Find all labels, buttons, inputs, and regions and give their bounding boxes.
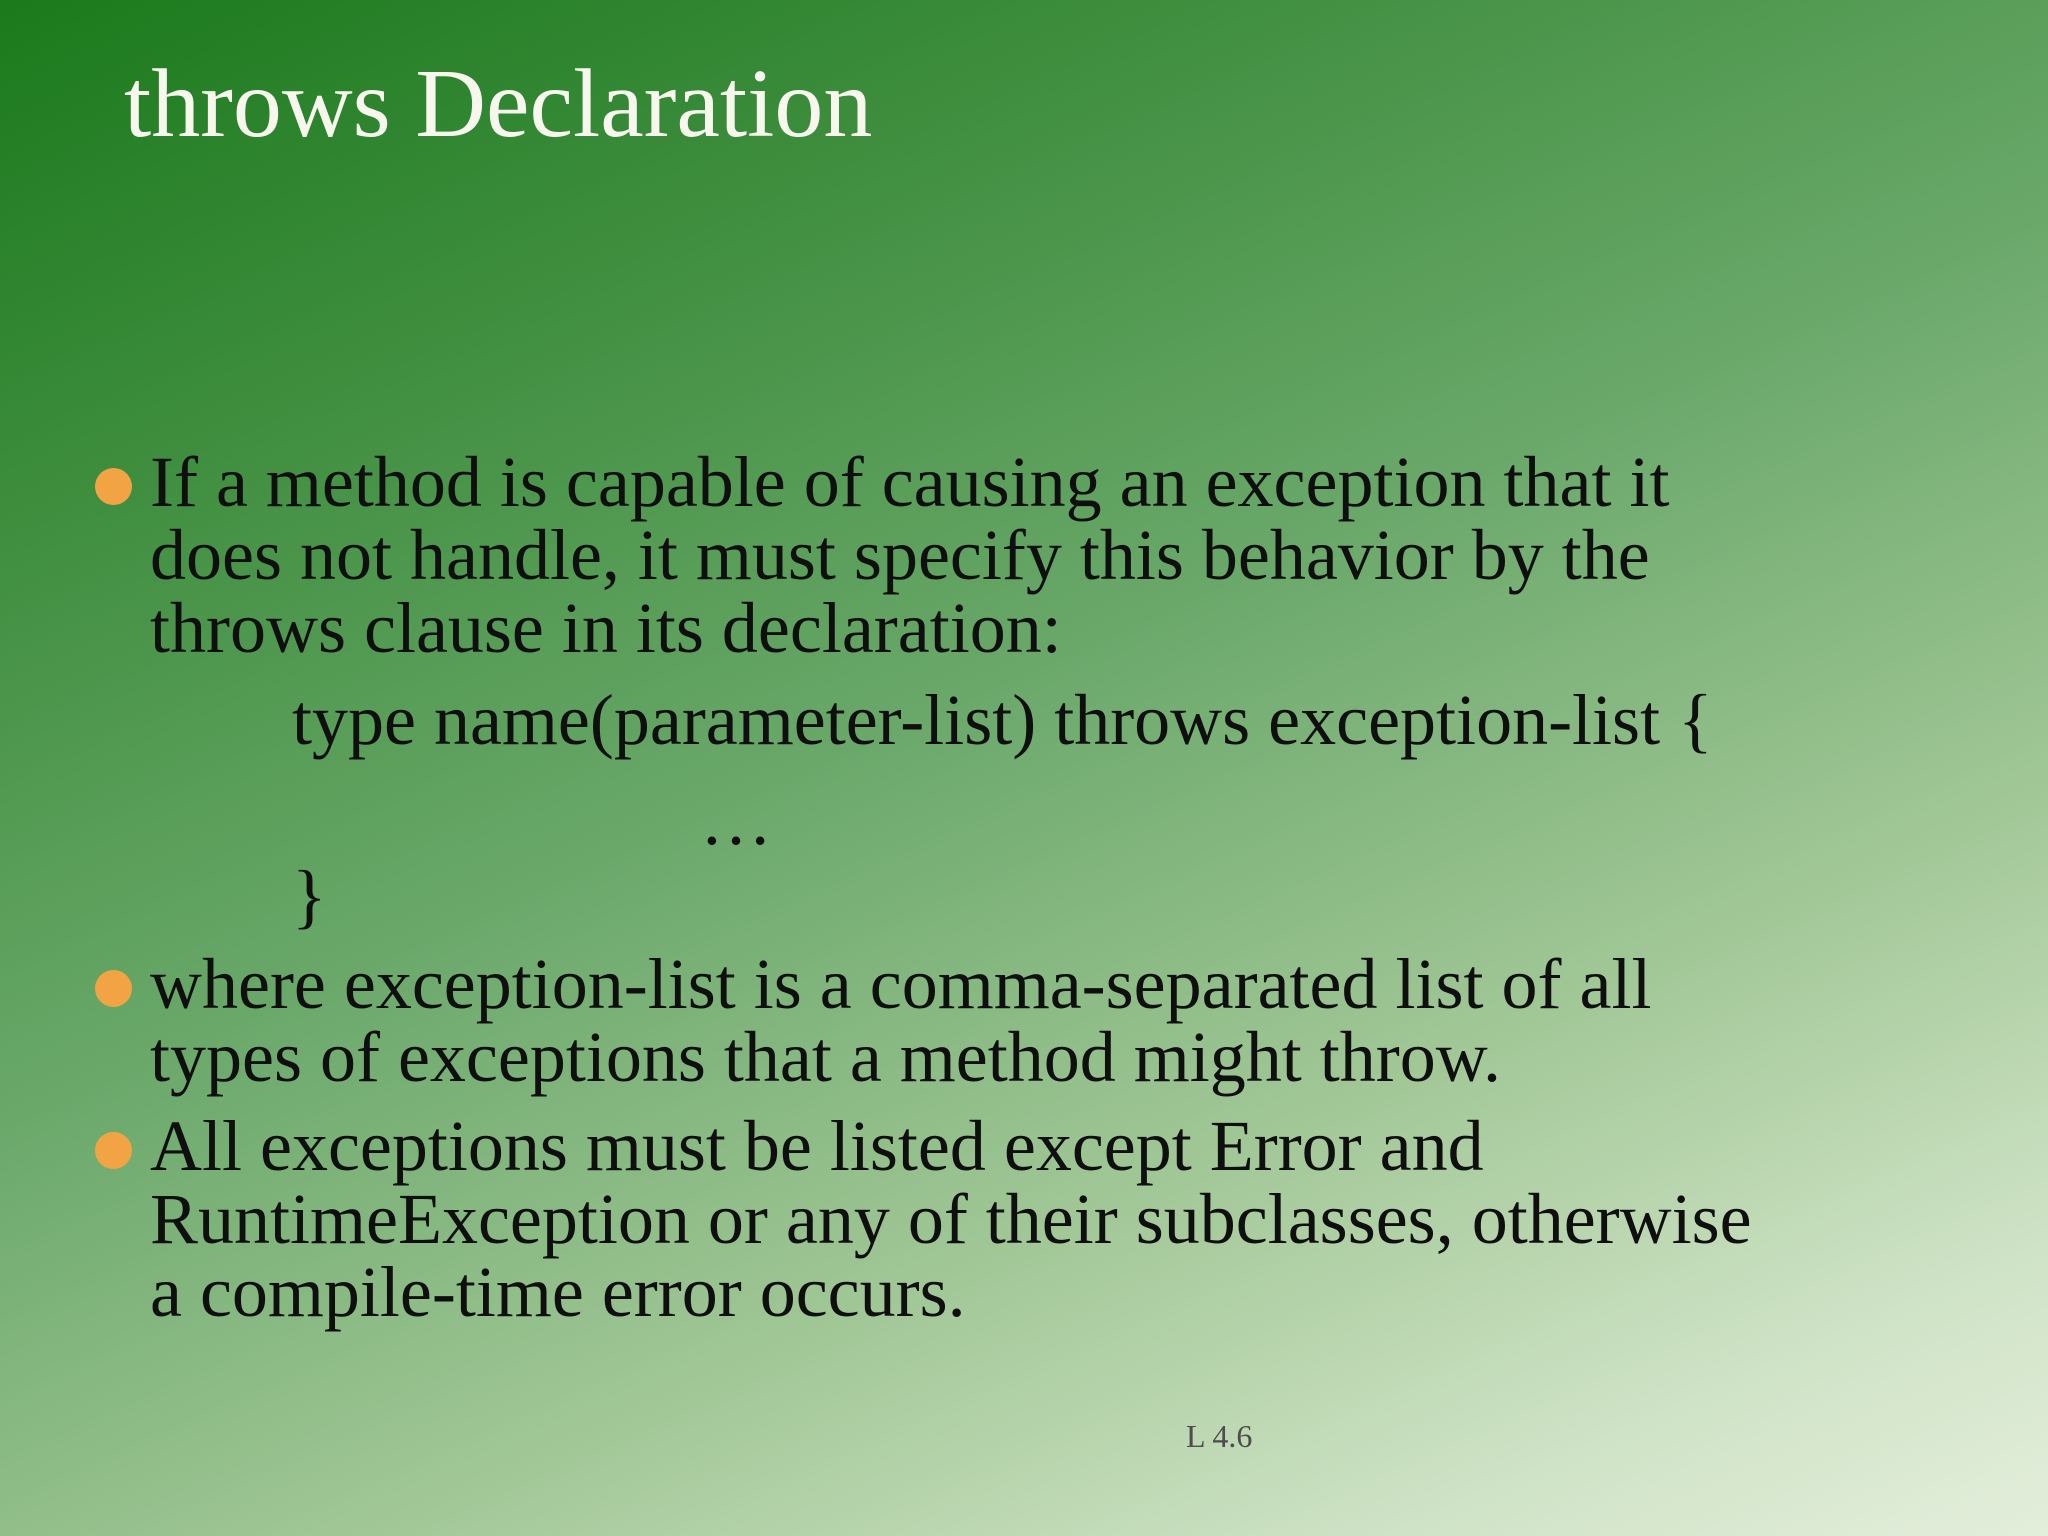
bullet-text-line: If a method is capable of causing an exception that it: [150, 442, 1670, 522]
bullet-text-line: a compile-time error occurs.: [150, 1252, 966, 1332]
bullet-text-line: does not handle, it must specify this behavior by the: [150, 515, 1650, 595]
code-ellipsis-line: …: [700, 780, 772, 860]
code-signature-line: type name(parameter-list) throws exception-list {: [292, 680, 1713, 760]
slide-title: throws Declaration: [124, 50, 873, 158]
bullet-dot-icon: [95, 1132, 132, 1169]
bullet-text-line: types of exceptions that a method might throw.: [150, 1017, 1502, 1097]
bullet-item: [150, 442, 1990, 668]
bullet-dot-icon: [95, 468, 132, 505]
bullet-text-line: where exception-list is a comma-separated list of all: [150, 944, 1652, 1024]
bullet-item: [150, 944, 1990, 1097]
bullet-item: [150, 1106, 1990, 1332]
slide-footer-label: L 4.6: [1186, 1418, 1253, 1454]
bullet-dot-icon: [95, 970, 132, 1007]
bullet-text-line: All exceptions must be listed except Error and: [150, 1106, 1484, 1186]
bullet-text-line: RuntimeException or any of their subclasses, otherwise: [150, 1179, 1752, 1259]
bullet-text-line: throws clause in its declaration:: [150, 588, 1062, 668]
code-closing-brace: }: [292, 856, 327, 936]
